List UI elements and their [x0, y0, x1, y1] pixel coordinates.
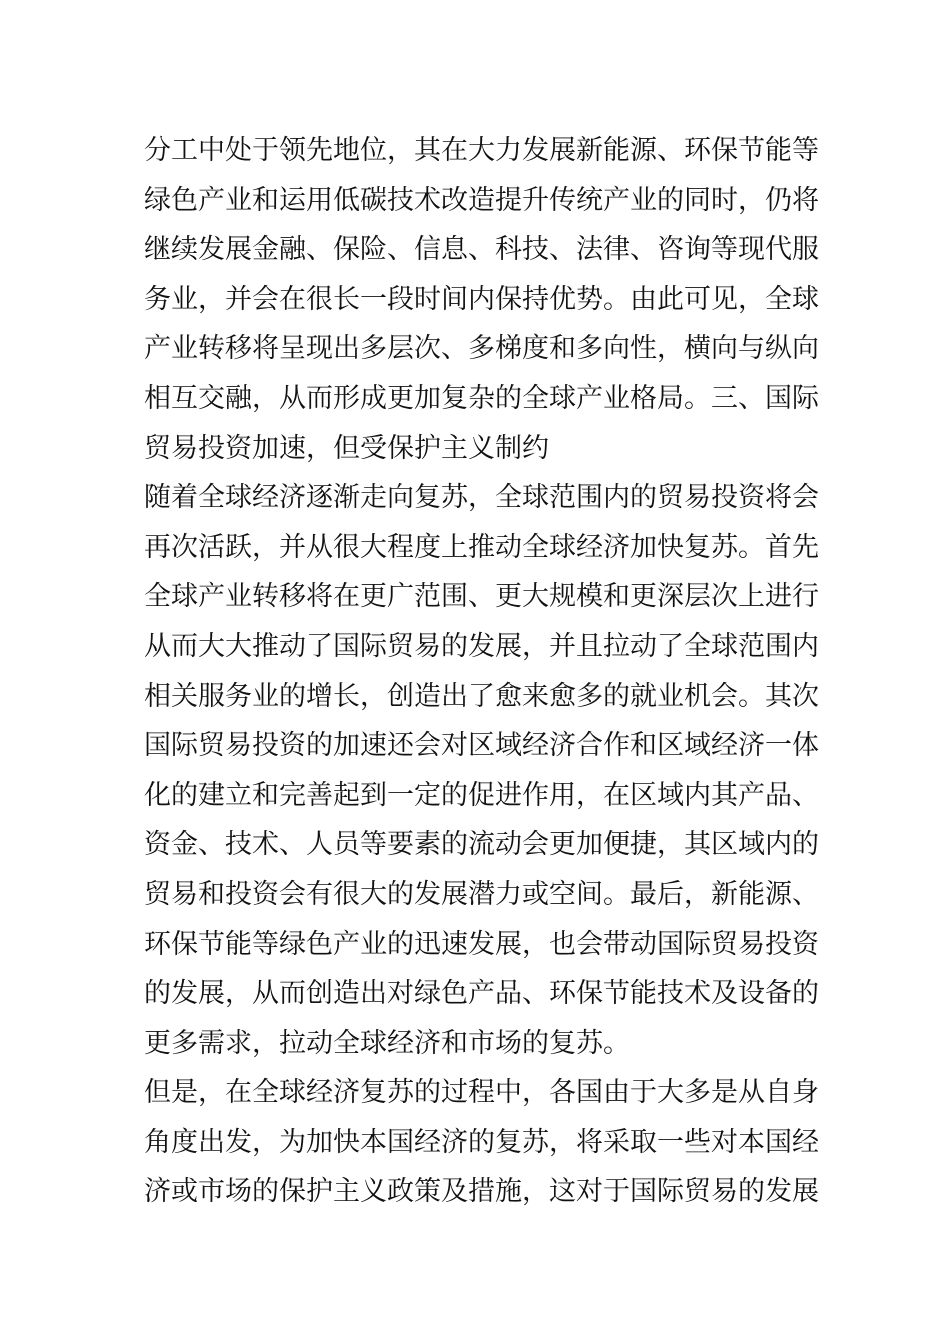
text-line: 随着全球经济逐渐走向复苏，全球范围内的贸易投资将会 — [144, 482, 819, 514]
text-line: 从而大大推动了国际贸易的发展，并且拉动了全球范围内 — [144, 630, 819, 662]
text-line: 角度出发，为加快本国经济的复苏，将采取一些对本国经 — [144, 1126, 819, 1158]
text-line: 继续发展金融、保险、信息、科技、法律、咨询等现代服 — [144, 234, 819, 266]
text-line: 但是，在全球经济复苏的过程中，各国由于大多是从自身 — [144, 1077, 819, 1109]
text-line: 再次活跃，并从很大程度上推动全球经济加快复苏。首先 — [144, 531, 819, 563]
text-line: 贸易和投资会有很大的发展潜力或空间。最后，新能源、 — [144, 878, 819, 910]
text-line: 分工中处于领先地位，其在大力发展新能源、环保节能等 — [144, 135, 819, 166]
text-line: 务业，并会在很长一段时间内保持优势。由此可见，全球 — [144, 283, 819, 315]
text-line: 相关服务业的增长，创造出了愈来愈多的就业机会。其次 — [144, 680, 819, 712]
text-line: 济或市场的保护主义政策及措施，这对于国际贸易的发展 — [144, 1176, 819, 1208]
text-line: 资金、技术、人员等要素的流动会更加便捷，其区域内的 — [144, 829, 819, 861]
text-line: 相互交融，从而形成更加复杂的全球产业格局。三、国际 — [144, 382, 819, 414]
text-line: 全球产业转移将在更广范围、更大规模和更深层次上进行 — [144, 581, 819, 613]
text-line: 绿色产业和运用低碳技术改造提升传统产业的同时，仍将 — [144, 184, 819, 216]
text-line: 的发展，从而创造出对绿色产品、环保节能技术及设备的 — [144, 978, 819, 1010]
section-heading-line: 贸易投资加速，但受保护主义制约 — [144, 432, 549, 464]
text-line: 化的建立和完善起到一定的促进作用，在区域内其产品、 — [144, 779, 819, 811]
text-line: 国际贸易投资的加速还会对区域经济合作和区域经济一体 — [144, 730, 819, 762]
text-line: 产业转移将呈现出多层次、多梯度和多向性，横向与纵向 — [144, 333, 819, 365]
text-line: 更多需求，拉动全球经济和市场的复苏。 — [144, 1027, 630, 1059]
text-line: 环保节能等绿色产业的迅速发展，也会带动国际贸易投资 — [144, 928, 819, 960]
body-text — [144, 126, 819, 1217]
